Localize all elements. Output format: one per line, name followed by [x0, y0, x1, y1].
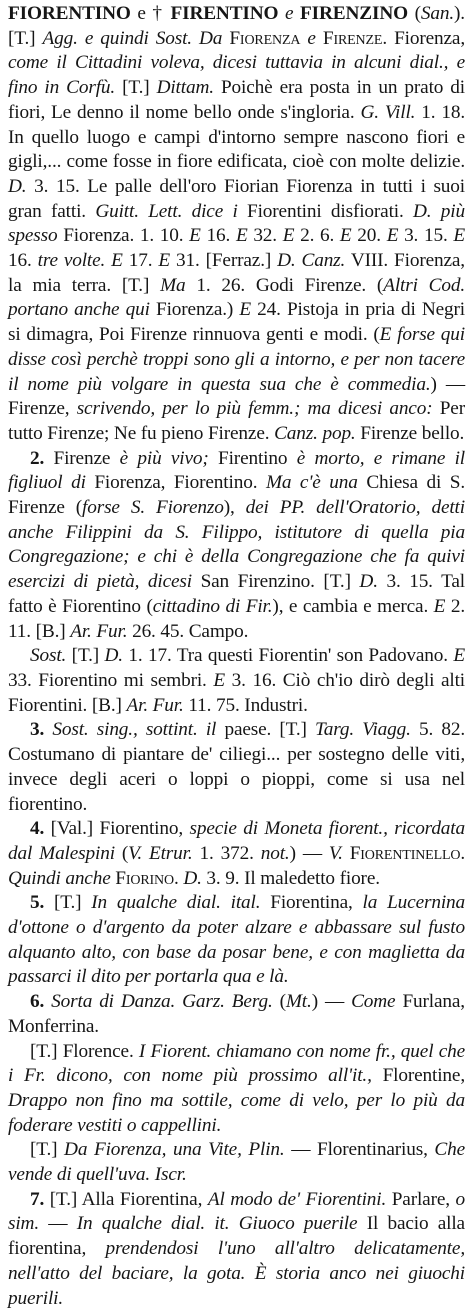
body-text: [T.] Alla Fiorentina, — [44, 1188, 208, 1210]
body-text: . Fiorenza, — [382, 27, 465, 49]
body-text: [T.] — [66, 645, 105, 667]
entry-sense-paragraph — [8, 990, 465, 1039]
body-text: 5. 82. Costumano di piantare de' ciliegi... per sostegno delle viti, invece degli aceri o loppi o pioppi, come si usa nel fiorentino. — [8, 719, 465, 815]
body-text: [T.] — [30, 1139, 65, 1161]
italic-text: D. — [8, 175, 27, 197]
entry-sense-paragraph — [8, 1138, 465, 1187]
body-text: 16. — [8, 250, 38, 272]
bold-text: FIRENZINO — [300, 3, 408, 24]
italic-text: Canz. pop. — [274, 422, 356, 444]
body-text: Poichè era posta in un prato di fiori, Le denno il nome bello onde s'ingloria. — [8, 77, 466, 123]
body-text: 24. Pistoja in pria di Negri si dimagra, Poi Firenze rinnuova genti e modi. ( — [8, 299, 465, 346]
body-text: . — [460, 842, 466, 864]
italic-text: E — [433, 595, 446, 617]
body-text: ), e cambia e merca. — [272, 595, 434, 617]
italic-text: è più vivo; — [119, 447, 209, 469]
body-text: — — [39, 1213, 77, 1235]
italic-text: Al modo de' Fiorentini. — [207, 1188, 387, 1210]
italic-text: Ma — [160, 274, 186, 296]
italic-text: E — [189, 225, 201, 247]
italic-text: E — [453, 225, 466, 247]
italic-text: Come — [351, 991, 396, 1013]
body-text: Firentino — [208, 447, 297, 469]
italic-text: D. — [359, 571, 378, 593]
body-text: ) — — [311, 991, 352, 1013]
body-text: [T.] — [115, 77, 157, 99]
body-text: 33. Fiorentino mi sembri. — [8, 669, 214, 691]
italic-text: cittadino di Fir. — [152, 595, 273, 617]
italic-text: e — [300, 27, 323, 49]
body-text: 20. — [351, 225, 387, 247]
small-caps-text: Fiorenza — [229, 27, 301, 49]
italic-text: G. Vill. — [360, 101, 416, 123]
body-text: 16. — [200, 225, 236, 247]
italic-text: E — [158, 250, 171, 272]
italic-text: tre volte. E — [37, 250, 123, 272]
body-text: [Val.] Fiorentino, — [44, 818, 190, 840]
body-text: 1. 26. Godi Firenze. ( — [185, 274, 384, 296]
small-caps-text: Fiorentinello — [349, 842, 461, 864]
entry-sense-paragraph — [8, 817, 465, 891]
italic-text: Agg. e quindi Sost. Da — [42, 27, 230, 49]
italic-text: V. Etrur. — [128, 842, 193, 864]
italic-text: la Lucernina d'ottone o d'argento da poter alzare e abbassare sul fusto alquanto alto, con base da posar bene, e con maglietta da passarci il dito per portarla qua e là. — [8, 892, 466, 988]
body-text: [T.] — [44, 892, 92, 914]
body-text: Parlare, — [386, 1188, 456, 1210]
body-text: 11. 75. Industri. — [183, 694, 308, 716]
italic-text: Mt. — [285, 991, 312, 1013]
body-text: Fiorenza, Fiorentino. — [85, 472, 266, 494]
italic-text: San. — [420, 3, 455, 24]
body-text: 3. 15. — [398, 225, 454, 247]
bold-text: 7. — [30, 1188, 45, 1210]
body-text: Fiorentini disfiorati. — [237, 200, 414, 222]
body-text: ( — [114, 842, 129, 864]
body-text: 3. 15. Le palle dell'oro Fiorian Fiorenza in tutti i suoi gran fatti. — [8, 175, 465, 222]
italic-text: not. — [260, 842, 290, 864]
italic-text: o sim. — [8, 1188, 465, 1235]
italic-text: E — [239, 299, 251, 321]
italic-text: D. — [183, 867, 202, 889]
body-text: San Firenzino. [T.] — [191, 571, 360, 593]
italic-text: Ma c'è una — [265, 472, 358, 494]
body-text: Chiesa di S. Firenze ( — [8, 472, 465, 519]
body-text: Per tutto Firenze; Ne fu pieno Firenze. — [8, 398, 465, 444]
bold-text: 3. — [30, 719, 45, 741]
body-text: Furlana, Monferrina. — [8, 991, 465, 1037]
bold-text: 4. — [30, 818, 45, 840]
italic-text: Altri Cod. portano anche qui — [8, 274, 465, 321]
entry-sense-paragraph — [8, 1040, 465, 1139]
body-text: ), — [223, 497, 246, 519]
italic-text: D. — [104, 645, 123, 667]
italic-text: Guitt. Lett. dice i — [95, 200, 238, 222]
italic-text: E forse qui disse così perchè troppi sono gli a intorno, e per non tacere il nome più volgare in questa sua che è commedia. — [8, 324, 465, 395]
body-text: ( — [407, 3, 421, 24]
body-text: paese. [T.] — [216, 719, 315, 741]
italic-text: Sorta di Danza. Garz. Berg. — [51, 991, 273, 1013]
body-text: 1. 18. In quello luogo e campi d'intorno sempre nascono fiori e gigli,... come fosse in fiore edificata, cioè con molte delizie. — [8, 101, 466, 173]
italic-text: E — [235, 225, 248, 247]
italic-text: forse S. Fiorenzo — [82, 497, 224, 519]
italic-text: specie di Moneta fiorent., ricordata dal Malespini — [8, 818, 465, 864]
small-caps-text: Fiorino — [115, 867, 174, 889]
italic-text: Quindi anche — [8, 867, 111, 889]
italic-text: D. Canz. — [277, 250, 346, 272]
body-text: 1. 17. Tra questi Fiorentin' son Padovano. — [122, 645, 454, 667]
body-text: 2. 11. [B.] — [8, 595, 465, 642]
italic-text: Targ. Viagg. — [314, 719, 411, 741]
body-text: — Florentinarius, — [284, 1139, 435, 1161]
italic-text: scrivendo, per lo più femm.; ma dicesi anco: — [76, 398, 433, 420]
body-text: ) — — [289, 842, 329, 864]
italic-text: Che vende di quell'uva. Iscr. — [8, 1139, 465, 1186]
entry-head-paragraph — [8, 2, 465, 447]
body-text: ) — Firenze, — [8, 373, 465, 420]
italic-text: E — [213, 669, 226, 691]
bold-text: FIRENTINO — [170, 3, 279, 24]
italic-text: è morto, e rimane il figliuol di — [8, 447, 466, 494]
small-caps-text: Firenze — [322, 27, 383, 49]
italic-text: I Fiorent. chiamano con nome fr., quel che i Fr. dicono, con nome più prossimo all'it., — [8, 1040, 465, 1087]
italic-text: Ar. Fur. — [126, 694, 184, 716]
italic-text: Dittam. — [156, 77, 214, 99]
body-text: VIII. Fiorenza, la mia terra. [T.] — [8, 250, 465, 296]
body-text: 31. [Ferraz.] — [170, 250, 278, 272]
body-text: 2. 6. — [294, 225, 340, 247]
italic-text: D. più spesso — [8, 200, 465, 247]
bold-text: 5. — [30, 892, 45, 914]
italic-text: Ar. Fur. — [70, 620, 128, 642]
body-text: 32. — [247, 225, 283, 247]
body-text: ). [T.] — [8, 3, 465, 49]
body-text: 3. 16. Ciò ch'io dirò degli alti Fiorentini. [B.] — [8, 669, 465, 716]
italic-text: In qualche dial. ital. — [91, 892, 261, 914]
italic-text: In qualche dial. it. Giuoco puerile — [76, 1213, 358, 1235]
bold-text: 2. — [30, 447, 45, 469]
bold-text: FIORENTINO — [8, 3, 131, 24]
body-text — [343, 843, 350, 864]
italic-text: prendendosi l'uno all'altro delicatamente, nell'atto del baciare, la gota. È storia anco nei giuochi puerili. — [8, 1238, 465, 1309]
body-text: Il bacio alla fiorentina, — [8, 1213, 465, 1260]
italic-text: E — [339, 225, 352, 247]
italic-text: E — [282, 225, 295, 247]
entry-sense-paragraph — [8, 644, 465, 718]
body-text: Fiorentina, — [260, 892, 363, 914]
italic-text: E — [386, 225, 399, 247]
italic-text: come il Cittadini voleva, dicesi tuttavia in alcuni dial., e fino in Corfù. — [8, 52, 465, 99]
body-text: [T.] Florence. — [30, 1040, 139, 1062]
body-text: Fiorenza. 1. 10. — [57, 225, 190, 247]
body-text: 26. 45. Campo. — [127, 620, 249, 642]
body-text: . — [173, 867, 184, 889]
body-text: 3. 9. Il maledetto fiore. — [201, 867, 380, 889]
italic-text: E — [453, 645, 465, 667]
entry-sense-paragraph — [8, 447, 465, 645]
body-text: e † — [130, 3, 171, 24]
italic-text: e — [278, 3, 301, 24]
italic-text: Drappo non fino ma sottile, come di velo, per lo più da foderare vestiti o cappellini. — [8, 1089, 465, 1136]
entry-sense-paragraph — [8, 718, 465, 817]
entry-sense-paragraph — [8, 1188, 465, 1311]
italic-text: Da Fiorenza, una Vite, Plin. — [64, 1139, 285, 1161]
bold-text: 6. — [30, 991, 45, 1013]
body-text: ( — [272, 991, 286, 1013]
italic-text: Sost. — [30, 645, 67, 667]
body-text: 17. — [122, 250, 159, 272]
body-text: Florentine, — [371, 1065, 465, 1087]
italic-text: V. — [328, 842, 343, 864]
italic-text: dei PP. dell'Oratorio, detti anche Filippini da S. Filippo, istitutore di quella pia Congregazione; e chi è della Congregazione che fa quivi esercizi di pietà, dicesi — [8, 497, 465, 593]
body-text: Firenze bello. — [355, 422, 465, 444]
entry-sense-paragraph — [8, 891, 465, 990]
body-text: 3. 15. Tal fatto è Fiorentino ( — [8, 571, 465, 617]
body-text: Firenze — [44, 447, 120, 469]
italic-text: Sost. sing., sottint. il — [52, 719, 217, 741]
body-text: Fiorenza.) — [149, 299, 240, 321]
body-text: 1. 372. — [192, 842, 261, 864]
